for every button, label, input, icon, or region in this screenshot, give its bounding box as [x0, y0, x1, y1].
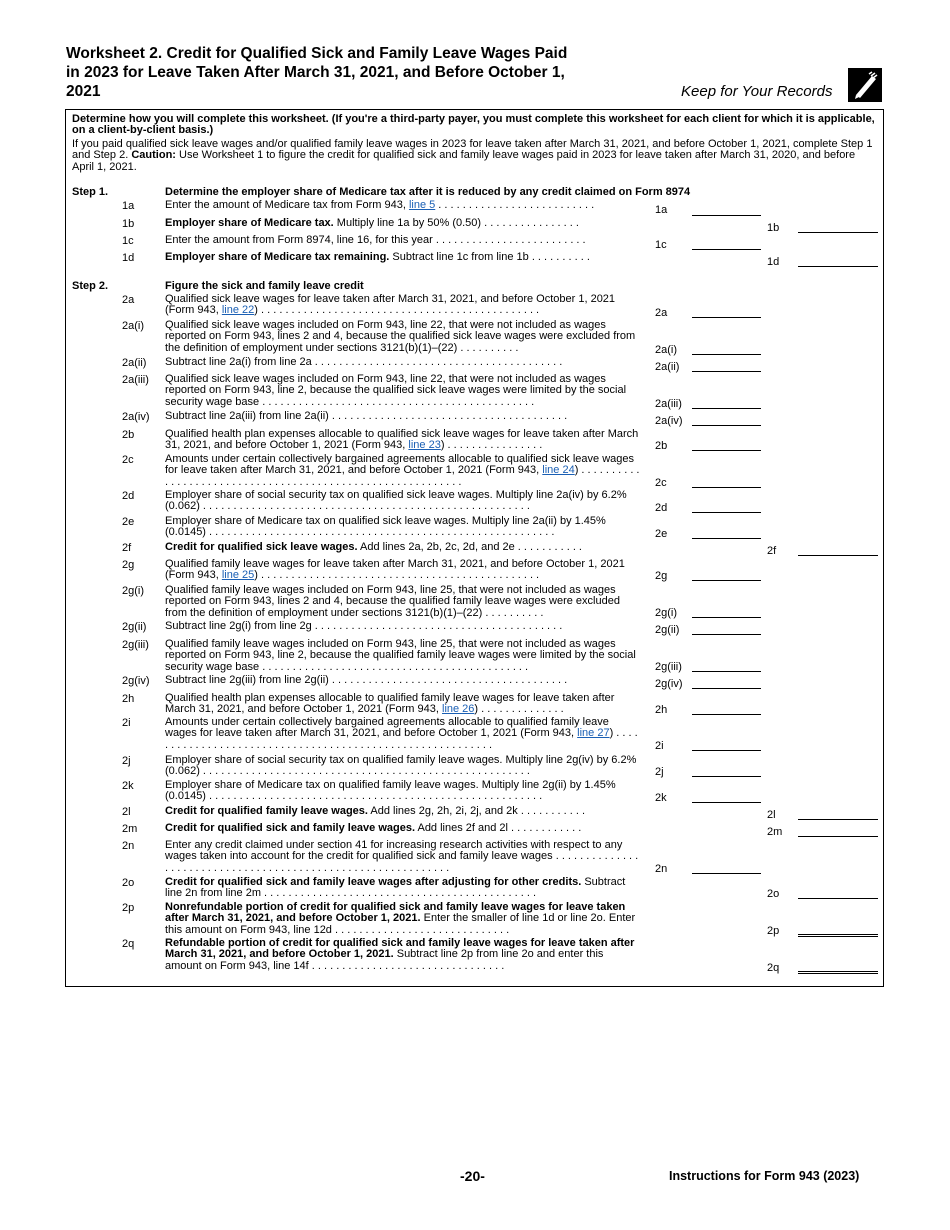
line-2gii-text: Subtract line 2g(i) from line 2g . . . . . . . . . . . . . . . . . . . . . . . . . . . . . . . . . . . . . . . . .	[165, 620, 563, 632]
line-2aii-field[interactable]	[692, 371, 761, 372]
line-2c-field[interactable]	[692, 487, 761, 488]
line-label: 2g(i)	[655, 607, 678, 619]
line-number: 1c	[122, 235, 134, 247]
keep-records-note: Keep for Your Records	[681, 83, 833, 100]
line-2k-text: Employer share of Medicare tax on qualified family leave wages. Multiply line 2g(ii) by 1.45% (0.0145) . . . . . . . . . . . . . . . . . . . . . . . . . . . . . . . . . . . . . . . . . . . . . . . . . . . . . . .	[165, 779, 616, 803]
line-2l-field[interactable]	[798, 819, 878, 820]
line-2e-field[interactable]	[692, 538, 761, 539]
line-2o-field[interactable]	[798, 898, 878, 899]
line-number: 2m	[122, 823, 138, 835]
line-2aiii-text: Qualified sick leave wages included on Form 943, line 22, that were not included as wages reported on Form 943, line 2, because the qualified sick leave wages were limited by the social security wage base . . . . . . . . . . . . . . . . . . . . . . . . . . . . . . . . . . . . . . . . . . . . .	[165, 373, 627, 408]
line-2l-text: Credit for qualified family leave wages. Add lines 2g, 2h, 2i, 2j, and 2k . . . . . . . . . . .	[165, 805, 586, 817]
line-number: 2e	[122, 516, 135, 528]
line-label: 2f	[767, 545, 777, 557]
form-943-line-24-link[interactable]: line 24	[542, 464, 575, 477]
line-number: 2g(iii)	[122, 639, 149, 651]
line-number: 2g	[122, 559, 135, 571]
line-1a-text: Enter the amount of Medicare tax from Form 943, line 5 . . . . . . . . . . . . . . . . . . . . . . . . . .	[165, 199, 595, 211]
line-label: 2n	[655, 863, 668, 875]
line-2aiii-field[interactable]	[692, 408, 761, 409]
line-label: 2b	[655, 440, 668, 452]
line-number: 2f	[122, 542, 132, 554]
line-2i-field[interactable]	[692, 750, 761, 751]
form-943-line-27-link[interactable]: line 27	[577, 727, 610, 740]
line-label: 2a(ii)	[655, 361, 680, 373]
page-number: -20-	[460, 1168, 485, 1184]
line-2j-field[interactable]	[692, 776, 761, 777]
intro-paragraph: If you paid qualified sick leave wages and/or qualified family leave wages in 2023 for leave taken after March 31, 2021, and before October 1, 2021, complete Step 1 and Step 2. Caution: Use Worksheet 1 to figure the credit for qualified sick and family leave wages paid in 2023 for leave taken after March 31, 2020, and before April 1, 2021.	[72, 137, 873, 173]
worksheet-title	[66, 44, 606, 101]
line-number: 2b	[122, 429, 135, 441]
line-2b-text: Qualified health plan expenses allocable to qualified sick leave wages for leave taken after March 31, 2021, and before October 1, 2021 (Form 943, line 23) . . . . . . . . . . . . . . . .	[165, 428, 639, 452]
line-label: 2a	[655, 307, 668, 319]
line-number: 2d	[122, 490, 135, 502]
line-label: 2g(iii)	[655, 661, 682, 673]
line-2e-text: Employer share of Medicare tax on qualified sick leave wages. Multiply line 2a(ii) by 1.45% (0.0145) . . . . . . . . . . . . . . . . . . . . . . . . . . . . . . . . . . . . . . . . . . . . . . . . . . . . . . . . .	[165, 515, 606, 539]
form-943-line-23-link[interactable]: line 23	[408, 439, 441, 452]
line-2g-field[interactable]	[692, 580, 761, 581]
line-label: 1b	[767, 222, 780, 234]
line-1d-text: Employer share of Medicare tax remaining. Subtract line 1c from line 1b . . . . . . . . . .	[165, 251, 590, 263]
line-number: 2a	[122, 294, 135, 306]
line-2gi-text: Qualified family leave wages included on Form 943, line 25, that were not included as wages reported on Form 943, lines 2 and 4, because the qualified family leave wages were excluded from the definition of employment under sections 3121(b)(1)–(22) . . . . . . . . . .	[165, 584, 620, 619]
pencil-icon	[848, 68, 882, 102]
line-2h-field[interactable]	[692, 714, 761, 715]
line-label: 2q	[767, 962, 780, 974]
line-2q-text: Refundable portion of credit for qualified sick and family leave wages for leave taken after March 31, 2021, and before October 1, 2021. Subtract line 2p from line 2o and enter this amount on Form 943, line 14f . . . . . . . . . . . . . . . . . . . . . . . . . . . . . . . .	[165, 937, 635, 972]
line-label: 2l	[767, 809, 776, 821]
line-label: 2c	[655, 477, 667, 489]
line-1b-field[interactable]	[798, 232, 878, 233]
line-2aiv-text: Subtract line 2a(iii) from line 2a(ii) . . . . . . . . . . . . . . . . . . . . . . . . . . . . . . . . . . . . . . .	[165, 410, 568, 422]
line-2n-text: Enter any credit claimed under section 41 for increasing research activities with respect to any wages taken into account for the credit for qualified sick and family leave wages . . . . . . . . . . . . . . . . . . . . . . . . . . . . . . . . . . . . . . . . . . . . . . . . . . . . . . . . . . . . .	[165, 839, 639, 874]
line-label: 2k	[655, 792, 667, 804]
line-number: 2i	[122, 717, 131, 729]
line-2c-text: Amounts under certain collectively bargained agreements allocable to qualified sick leave wages for leave taken after March 31, 2021, and before October 1, 2021 (Form 943, line 24) . . . . . . . . . . . . . . . . . . . . . . . . . . . . . . . . . . . . . . . . . . . . . . . . . . . . . . . . . . .	[165, 453, 640, 488]
line-2n-field[interactable]	[692, 873, 761, 874]
line-number: 2g(iv)	[122, 675, 150, 687]
line-label: 2p	[767, 925, 780, 937]
line-2p-field[interactable]	[798, 934, 878, 937]
line-label: 2m	[767, 826, 783, 838]
line-1b-text: Employer share of Medicare tax. Multiply line 1a by 50% (0.50) . . . . . . . . . . . . . . . .	[165, 217, 579, 229]
line-label: 2a(iii)	[655, 398, 682, 410]
intro-text	[72, 114, 878, 175]
line-2f-field[interactable]	[798, 555, 878, 556]
line-label: 2d	[655, 502, 668, 514]
intro-heading: Determine how you will complete this worksheet. (If you're a third-party payer, you must complete this worksheet for each client for which it is applicable, on a client-by-client basis.)	[72, 113, 875, 137]
line-number: 2a(i)	[122, 320, 145, 332]
step-2-title: Figure the sick and family leave credit	[165, 280, 364, 292]
line-label: 2g(ii)	[655, 624, 680, 636]
line-label: 2a(i)	[655, 344, 678, 356]
line-2ai-text: Qualified sick leave wages included on Form 943, line 22, that were not included as wages reported on Form 943, lines 2 and 4, because the qualified sick leave wages were excluded from the definition of employment under sections 3121(b)(1)–(22) . . . . . . . . . .	[165, 319, 636, 354]
line-1d-field[interactable]	[798, 266, 878, 267]
line-2gi-field[interactable]	[692, 617, 761, 618]
line-number: 2n	[122, 840, 135, 852]
step-2-label: Step 2.	[72, 280, 109, 292]
line-2g-text: Qualified family leave wages for leave taken after March 31, 2021, and before October 1, 2021 (Form 943, line 25) . . . . . . . . . . . . . . . . . . . . . . . . . . . . . . . . . . . . . . . . . . . . . .	[165, 558, 625, 582]
line-2a-field[interactable]	[692, 317, 761, 318]
footer-title: Instructions for Form 943 (2023)	[669, 1169, 860, 1183]
line-2q-field[interactable]	[798, 971, 878, 974]
line-1c-text: Enter the amount from Form 8974, line 16, for this year . . . . . . . . . . . . . . . . . . . . . . . . .	[165, 234, 586, 246]
line-2d-field[interactable]	[692, 512, 761, 513]
line-2f-text: Credit for qualified sick leave wages. Add lines 2a, 2b, 2c, 2d, and 2e . . . . . . . . . . .	[165, 541, 582, 553]
line-label: 2o	[767, 888, 780, 900]
form-943-line-22-link[interactable]: line 22	[221, 304, 255, 317]
line-number: 2h	[122, 693, 135, 705]
line-number: 2p	[122, 902, 135, 914]
line-2k-field[interactable]	[692, 802, 761, 803]
line-2giii-field[interactable]	[692, 671, 761, 672]
line-number: 2a(ii)	[122, 357, 147, 369]
line-2giv-text: Subtract line 2g(iii) from line 2g(ii) . . . . . . . . . . . . . . . . . . . . . . . . . . . . . . . . . . . . . . .	[165, 674, 568, 686]
line-2o-text: Credit for qualified sick and family leave wages after adjusting for other credits. Subtract line 2n from line 2m . . . . . . . . . . . . . . . . . . . . . . . . . . . . . . . . . . . . . . . . . . . . .	[165, 876, 626, 900]
step-1-title: Determine the employer share of Medicare tax after it is reduced by any credit claimed on Form 8974	[165, 186, 691, 198]
line-2m-field[interactable]	[798, 836, 878, 837]
title-line-1: Worksheet 2. Credit for Qualified Sick and Family Leave Wages Paid	[66, 45, 568, 62]
line-number: 2o	[122, 877, 135, 889]
line-label: 2e	[655, 528, 668, 540]
line-label: 2h	[655, 704, 668, 716]
line-number: 2c	[122, 454, 134, 466]
line-2gii-field[interactable]	[692, 634, 761, 635]
line-label: 2g	[655, 570, 668, 582]
form-943-line-26-link[interactable]: line 26	[442, 703, 475, 716]
line-2m-text: Credit for qualified sick and family leave wages. Add lines 2f and 2l . . . . . . . . . . . .	[165, 822, 582, 834]
line-label: 2j	[655, 766, 664, 778]
line-label: 1c	[655, 239, 667, 251]
line-label: 1a	[655, 204, 668, 216]
line-number: 2g(ii)	[122, 621, 147, 633]
step-1-label: Step 1.	[72, 186, 109, 198]
line-number: 2q	[122, 938, 135, 950]
line-number: 2k	[122, 780, 134, 792]
form-943-line-5-link[interactable]: line 5	[408, 199, 436, 211]
line-2h-text: Qualified health plan expenses allocable to qualified family leave wages for leave taken after March 31, 2021, and before October 1, 2021 (Form 943, line 26) . . . . . . . . . . . . . .	[165, 692, 615, 716]
line-2p-text: Nonrefundable portion of credit for qualified sick and family leave wages for leave taken after March 31, 2021, and before October 1, 2021. Enter the smaller of line 1d or line 2o. Enter this amount on Form 943, line 12d . . . . . . . . . . . . . . . . . . . . . . . . . . . . .	[165, 901, 636, 936]
line-label: 2a(iv)	[655, 415, 683, 427]
form-943-line-25-link[interactable]: line 25	[221, 569, 255, 582]
line-2giv-field[interactable]	[692, 688, 761, 689]
line-1a-field[interactable]	[692, 215, 761, 216]
line-label: 2i	[655, 740, 664, 752]
line-number: 1b	[122, 218, 135, 230]
line-1c-field[interactable]	[692, 249, 761, 250]
line-number: 2j	[122, 755, 131, 767]
line-label: 2g(iv)	[655, 678, 683, 690]
line-2a-text: Qualified sick leave wages for leave taken after March 31, 2021, and before October 1, 2021 (Form 943, line 22) . . . . . . . . . . . . . . . . . . . . . . . . . . . . . . . . . . . . . . . . . . . . . .	[165, 293, 616, 317]
line-2b-field[interactable]	[692, 450, 761, 451]
title-line-3: 2021	[66, 83, 101, 100]
line-2ai-field[interactable]	[692, 354, 761, 355]
title-line-2: in 2023 for Leave Taken After March 31, 2021, and Before October 1,	[66, 64, 565, 81]
line-number: 1a	[122, 200, 135, 212]
line-2d-text: Employer share of social security tax on qualified sick leave wages. Multiply line 2a(iv) by 6.2% (0.062) . . . . . . . . . . . . . . . . . . . . . . . . . . . . . . . . . . . . . . . . . . . . . . . . . . . . . .	[165, 489, 627, 513]
line-2j-text: Employer share of social security tax on qualified family leave wages. Multiply line 2g(iv) by 6.2% (0.062) . . . . . . . . . . . . . . . . . . . . . . . . . . . . . . . . . . . . . . . . . . . . . . . . . . . . . .	[165, 754, 637, 778]
line-2i-text: Amounts under certain collectively bargained agreements allocable to qualified family leave wages for leave taken after March 31, 2021, and before October 1, 2021 (Form 943, line 27) . . . . . . . . . . . . . . . . . . . . . . . . . . . . . . . . . . . . . . . . . . . . . . . . . . . . . . . . . .	[165, 716, 638, 751]
line-number: 2g(i)	[122, 585, 145, 597]
line-number: 2a(iii)	[122, 374, 149, 386]
line-2giii-text: Qualified family leave wages included on Form 943, line 25, that were not included as wages reported on Form 943, line 2, because the qualified family leave wages were limited by the social security wage base . . . . . . . . . . . . . . . . . . . . . . . . . . . . . . . . . . . . . . . . . . . .	[165, 638, 636, 673]
line-number: 1d	[122, 252, 135, 264]
line-number: 2a(iv)	[122, 411, 150, 423]
line-2aiv-field[interactable]	[692, 425, 761, 426]
line-2aii-text: Subtract line 2a(i) from line 2a . . . . . . . . . . . . . . . . . . . . . . . . . . . . . . . . . . . . . . . . .	[165, 356, 563, 368]
line-number: 2l	[122, 806, 131, 818]
line-label: 1d	[767, 256, 780, 268]
